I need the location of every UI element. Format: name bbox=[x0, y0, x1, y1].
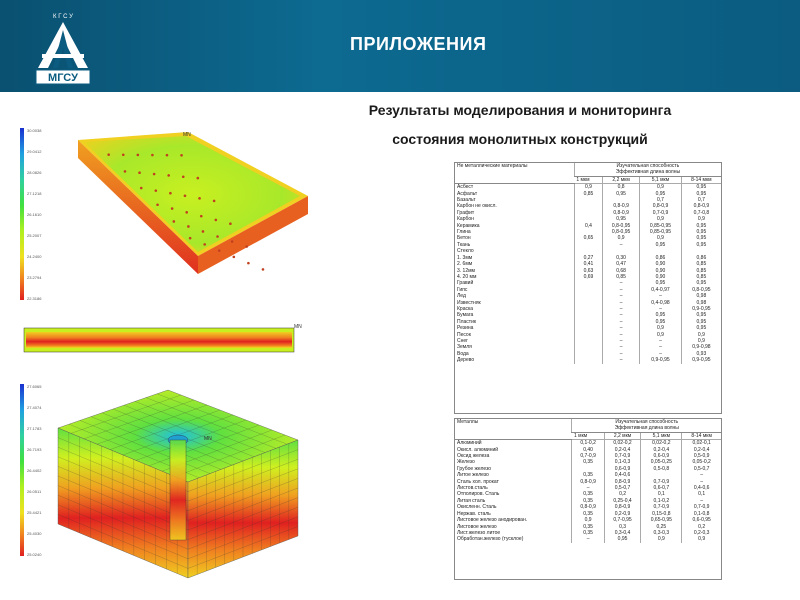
emissivity-cell: – bbox=[603, 242, 640, 248]
emissivity-cell: 0,7-0,8 bbox=[681, 210, 721, 216]
sensor-point bbox=[180, 154, 183, 157]
sensor-point bbox=[124, 170, 127, 173]
emissivity-cell: 0,8-0,9 bbox=[572, 504, 604, 510]
material-name-cell: Обработан.железо (тусклое) bbox=[457, 536, 524, 543]
emissivity-cell: 0,86 bbox=[640, 255, 682, 261]
material-name-cell: Ткань bbox=[457, 241, 471, 248]
scale-tick-label: 26.1610 bbox=[27, 212, 42, 217]
emissivity-cell: 0,95 bbox=[681, 229, 721, 235]
emissivity-cell: – bbox=[603, 287, 640, 293]
emissivity-cell: 0,02-0,2 bbox=[604, 440, 641, 447]
material-name-cell: Карбон bbox=[457, 216, 474, 223]
material-name-cell: Краска bbox=[457, 305, 474, 312]
emissivity-cell: 0,4 bbox=[574, 223, 602, 229]
emissivity-cell: 0,95 bbox=[681, 312, 721, 318]
emissivity-cell: – bbox=[603, 319, 640, 325]
material-name-cell: Оксид железа bbox=[457, 453, 490, 460]
emissivity-cell: 0,90 bbox=[640, 261, 682, 267]
emissivity-cell: 0,2-0,3 bbox=[682, 530, 721, 536]
emissivity-cell: 0,2 bbox=[604, 491, 641, 497]
emissivity-cell: 0,9 bbox=[681, 216, 721, 222]
sensor-point bbox=[216, 235, 219, 238]
emissivity-cell: 0,9 bbox=[640, 235, 682, 241]
emissivity-cell: 0,68 bbox=[603, 268, 640, 274]
emissivity-cell: – bbox=[640, 344, 682, 350]
emissivity-cell: 0,6-0,7 bbox=[641, 485, 682, 491]
table2-col-header: 5,1 мкм bbox=[641, 432, 682, 439]
emissivity-cell: 0,9 bbox=[641, 536, 682, 542]
material-name-cell: Резина bbox=[457, 325, 474, 332]
scale-tick-label: 26.0511 bbox=[27, 489, 42, 494]
material-name-cell: Известняк bbox=[457, 299, 481, 306]
material-name-cell: 2. 6мм bbox=[457, 261, 473, 268]
block-thermal-figure bbox=[18, 382, 318, 588]
material-name-cell: Песок bbox=[457, 331, 471, 338]
emissivity-cell: – bbox=[603, 351, 640, 357]
sensor-point bbox=[173, 220, 176, 223]
emissivity-cell: 0,8-0,9 bbox=[603, 210, 640, 216]
emissivity-cell: 0,1 bbox=[682, 491, 721, 497]
sensor-point bbox=[138, 171, 141, 174]
emissivity-cell: 0,41 bbox=[574, 261, 602, 267]
subtitle-line-1: Результаты моделирования и мониторинга bbox=[368, 102, 672, 118]
emissivity-cell: – bbox=[640, 338, 682, 344]
material-name-cell: Дерево bbox=[457, 357, 475, 364]
sensor-point bbox=[167, 174, 170, 177]
emissivity-cell: 0,95 bbox=[681, 191, 721, 197]
scale-tick-label: 30.0038 bbox=[27, 128, 42, 133]
slide-subtitle bbox=[320, 96, 720, 154]
sensor-point bbox=[107, 153, 110, 156]
block-tag: MN bbox=[204, 436, 212, 442]
sensor-point bbox=[153, 173, 156, 176]
emissivity-cell: 0,5-0,8 bbox=[641, 466, 682, 472]
emissivity-cell: 0,65 bbox=[574, 235, 602, 241]
emissivity-cell: 0,9-0,95 bbox=[640, 357, 682, 363]
sensor-point bbox=[137, 154, 140, 157]
emissivity-cell: 0,05-0,2 bbox=[682, 459, 721, 465]
sensor-point bbox=[169, 192, 172, 195]
emissivity-cell: 0,2 bbox=[682, 524, 721, 530]
scale-tick-label: 26.4402 bbox=[27, 468, 42, 473]
emissivity-cell: 0,8-0,9 bbox=[572, 479, 604, 485]
emissivity-cell: 0,95 bbox=[681, 242, 721, 248]
emissivity-cell: 0,35 bbox=[572, 472, 604, 478]
emissivity-cell: 0,95 bbox=[604, 536, 641, 542]
emissivity-cell: – bbox=[603, 312, 640, 318]
emissivity-cell: 0,98 bbox=[681, 300, 721, 306]
material-name-cell: Асфальт bbox=[457, 190, 478, 197]
material-name-cell: Лист.железо литое bbox=[457, 529, 501, 536]
metals-table bbox=[455, 419, 721, 543]
material-name-cell: Гравий bbox=[457, 280, 474, 287]
emissivity-cell: 0,85-0,95 bbox=[640, 223, 682, 229]
emissivity-cell: – bbox=[603, 300, 640, 306]
emissivity-cell: 0,40 bbox=[572, 447, 604, 453]
emissivity-cell: 0,9 bbox=[572, 517, 604, 523]
emissivity-cell: 0,7 bbox=[681, 197, 721, 203]
material-name-cell: Керамика bbox=[457, 222, 480, 229]
emissivity-cell: 0,85 bbox=[681, 261, 721, 267]
emissivity-cell: 0,5-0,7 bbox=[682, 466, 721, 472]
material-name-cell: Земля bbox=[457, 344, 472, 351]
t1-head-sub: Эффективная длина волны bbox=[615, 169, 681, 176]
sensor-point bbox=[218, 249, 221, 252]
emissivity-cell: 0,95 bbox=[681, 325, 721, 331]
material-name-cell: 3. 12мм bbox=[457, 267, 475, 274]
emissivity-cell: 0,95 bbox=[640, 319, 682, 325]
material-name-cell: Отполиров. Сталь bbox=[457, 491, 500, 498]
emissivity-cell: 0,9-0,98 bbox=[681, 344, 721, 350]
emissivity-cell: – bbox=[572, 485, 604, 491]
material-name-cell: Листовое железо bbox=[457, 523, 497, 530]
material-name-cell: Сталь хол. прокат bbox=[457, 478, 499, 485]
emissivity-cell: 0,95 bbox=[640, 312, 682, 318]
t2-head-group: Изучательная способность bbox=[615, 419, 679, 425]
sensor-point bbox=[189, 237, 192, 240]
emissivity-cell: 0,86 bbox=[681, 255, 721, 261]
scale-tick-label: 27.1783 bbox=[27, 426, 42, 431]
slab-thermal-svg bbox=[18, 126, 318, 306]
scale-tick-label: 27.6065 bbox=[27, 384, 42, 389]
emissivity-cell: – bbox=[572, 536, 604, 542]
material-name-cell: Асбест bbox=[457, 184, 474, 191]
emissivity-cell: 0,8-0,95 bbox=[681, 287, 721, 293]
emissivity-cell bbox=[574, 357, 602, 363]
material-name-cell: Нержав. сталь bbox=[457, 510, 491, 517]
sensor-point bbox=[171, 207, 174, 210]
scale-tick-label: 25.2007 bbox=[27, 233, 42, 238]
emissivity-cell: 0,85 bbox=[681, 274, 721, 280]
emissivity-cell: – bbox=[603, 325, 640, 331]
sensor-point bbox=[197, 177, 200, 180]
emissivity-cell: 0,9 bbox=[640, 325, 682, 331]
emissivity-cell: 0,90 bbox=[640, 274, 682, 280]
emissivity-cell: 0,3-0,3 bbox=[641, 530, 682, 536]
scale-tick-label: 25.4030 bbox=[27, 531, 42, 536]
t2-head-col1: Металлы bbox=[455, 419, 572, 440]
emissivity-cell: 0,95 bbox=[681, 223, 721, 229]
emissivity-cell: 0,95 bbox=[681, 280, 721, 286]
emissivity-cell: 0,25-0,4 bbox=[604, 498, 641, 504]
sensor-point bbox=[155, 189, 158, 192]
emissivity-cell: 0,5-0,7 bbox=[604, 485, 641, 491]
emissivity-cell: 0,8-0,9 bbox=[604, 479, 641, 485]
emissivity-cell: – bbox=[603, 306, 640, 312]
emissivity-cell: 0,85 bbox=[603, 274, 640, 280]
sensor-point bbox=[200, 215, 203, 218]
sensor-point bbox=[151, 154, 154, 157]
material-name-cell: Листовое железо анодирован. bbox=[457, 517, 528, 524]
emissivity-cell: 0,2-0,4 bbox=[641, 447, 682, 453]
emissivity-cell: 0,98 bbox=[681, 293, 721, 299]
sensor-point bbox=[215, 219, 218, 222]
emissivity-cell: 0,95 bbox=[640, 242, 682, 248]
emissivity-cell: 0,85 bbox=[681, 268, 721, 274]
emissivity-cell: 0,35 bbox=[572, 524, 604, 530]
emissivity-cell: 0,7-0,9 bbox=[641, 504, 682, 510]
scale-tick-label: 25.0240 bbox=[27, 552, 42, 557]
emissivity-cell: 0,1-0,3 bbox=[604, 459, 641, 465]
sensor-point bbox=[122, 153, 125, 156]
slab-thermal-figure bbox=[18, 126, 318, 306]
emissivity-cell: 0,7-0,9 bbox=[572, 453, 604, 459]
material-name-cell: Базальт bbox=[457, 197, 476, 204]
sensor-point bbox=[247, 262, 250, 265]
t2-head-sub: Эффективная длина волны bbox=[614, 425, 679, 432]
emissivity-cell: – bbox=[682, 498, 721, 504]
material-name-cell: Бетон bbox=[457, 235, 471, 242]
emissivity-cell: 0,85 bbox=[574, 191, 602, 197]
emissivity-cell: 0,30 bbox=[603, 255, 640, 261]
block-color-scale-bar bbox=[20, 384, 24, 556]
color-scale-bar bbox=[20, 128, 24, 300]
emissivity-cell: 0,02-0,1 bbox=[682, 440, 721, 447]
nonmetals-table bbox=[455, 163, 721, 364]
emissivity-cell: 0,95 bbox=[640, 280, 682, 286]
page-title: ПРИЛОЖЕНИЯ bbox=[350, 34, 487, 54]
emissivity-cell: 0,95 bbox=[640, 191, 682, 197]
emissivity-cell: 0,35 bbox=[572, 491, 604, 497]
t1-head-group: Изучательная способность bbox=[616, 163, 680, 169]
sensor-point bbox=[140, 187, 143, 190]
emissivity-cell: 0,9 bbox=[603, 235, 640, 241]
sensor-point bbox=[184, 194, 187, 197]
emissivity-cell: – bbox=[640, 351, 682, 357]
nonmetals-emissivity-table bbox=[454, 162, 722, 414]
emissivity-cell: 0,02-0,2 bbox=[641, 440, 682, 447]
sensor-point bbox=[213, 200, 216, 203]
material-name-cell: Грубое железо bbox=[457, 465, 492, 472]
emissivity-cell: 0,8-0,9 bbox=[640, 203, 682, 209]
emissivity-cell: 0,4-0,6 bbox=[604, 472, 641, 478]
emissivity-cell: 0,8-0,9 bbox=[604, 504, 641, 510]
material-name-cell: Алюминий bbox=[457, 440, 482, 447]
emissivity-cell: – bbox=[640, 293, 682, 299]
emissivity-cell: 0,4-0,98 bbox=[640, 300, 682, 306]
emissivity-cell: 0,2-0,4 bbox=[682, 447, 721, 453]
emissivity-cell: 0,1-0,8 bbox=[682, 511, 721, 517]
scale-tick-label: 23.2794 bbox=[27, 275, 42, 280]
emissivity-cell: – bbox=[682, 472, 721, 478]
sensor-point bbox=[262, 268, 265, 271]
emissivity-cell: 0,9-0,95 bbox=[681, 357, 721, 363]
emissivity-cell: 0,15-0,8 bbox=[641, 511, 682, 517]
slab-tag: MN bbox=[183, 132, 191, 138]
emissivity-cell: – bbox=[603, 293, 640, 299]
emissivity-cell: 0,5-0,9 bbox=[682, 453, 721, 459]
emissivity-cell: 0,3 bbox=[604, 524, 641, 530]
emissivity-cell: 0,6-0,9 bbox=[604, 466, 641, 472]
logo-small-text: К Г С У bbox=[53, 14, 73, 20]
emissivity-cell: 0,9 bbox=[640, 332, 682, 338]
emissivity-cell: 0,47 bbox=[603, 261, 640, 267]
material-name-cell: Карбон не окисл. bbox=[457, 203, 497, 210]
sensor-point bbox=[245, 245, 248, 248]
material-name-cell: Снег bbox=[457, 337, 468, 344]
emissivity-cell: – bbox=[603, 332, 640, 338]
emissivity-cell: 0,9 bbox=[640, 216, 682, 222]
emissivity-cell: 0,2-0,4 bbox=[604, 447, 641, 453]
emissivity-cell: 0,9-0,95 bbox=[681, 306, 721, 312]
emissivity-cell: 0,2-0,9 bbox=[604, 511, 641, 517]
emissivity-cell: 0,05-0,25 bbox=[641, 459, 682, 465]
table2-col-header: 8-14 мкм bbox=[682, 432, 721, 439]
emissivity-cell: 0,95 bbox=[603, 216, 640, 222]
emissivity-cell: 0,8-0,95 bbox=[603, 223, 640, 229]
material-name-cell: Стекло bbox=[457, 248, 474, 255]
emissivity-cell: 0,9 bbox=[682, 536, 721, 542]
table1-col-header: 2,2 мкм bbox=[603, 176, 640, 183]
sensor-point bbox=[229, 222, 232, 225]
header-bar bbox=[0, 0, 800, 92]
emissivity-cell: – bbox=[640, 306, 682, 312]
emissivity-cell: 0,35 bbox=[572, 498, 604, 504]
emissivity-cell: 0,7 bbox=[640, 197, 682, 203]
emissivity-cell: 0,95 bbox=[603, 191, 640, 197]
table2-col-header: 2,2 мкм bbox=[604, 432, 641, 439]
emissivity-cell: 0,95 bbox=[681, 319, 721, 325]
material-name-cell: Окисленн. Сталь bbox=[457, 504, 497, 511]
sensor-point bbox=[185, 211, 188, 214]
sensor-point bbox=[156, 203, 159, 206]
material-name-cell: Листов.сталь bbox=[457, 485, 488, 492]
material-name-cell: Глина bbox=[457, 229, 471, 236]
emissivity-cell: 0,9 bbox=[640, 184, 682, 191]
emissivity-cell: 0,7-0,95 bbox=[604, 517, 641, 523]
emissivity-cell: 0,8-0,95 bbox=[603, 229, 640, 235]
emissivity-cell: 0,8 bbox=[603, 184, 640, 191]
table1-col-header: 8-14 мкм bbox=[681, 176, 721, 183]
scale-tick-label: 27.4074 bbox=[27, 405, 42, 410]
material-name-cell: Лед bbox=[457, 293, 466, 300]
emissivity-cell: 0,63 bbox=[574, 268, 602, 274]
emissivity-cell: 0,7-0,9 bbox=[641, 479, 682, 485]
section-tag: MN bbox=[294, 324, 302, 330]
scale-tick-label: 26.7193 bbox=[27, 447, 42, 452]
sensor-point bbox=[231, 240, 234, 243]
scale-tick-label: 28.0826 bbox=[27, 170, 42, 175]
emissivity-cell: – bbox=[603, 357, 640, 363]
emissivity-cell: 0,95 bbox=[681, 235, 721, 241]
emissivity-cell: – bbox=[603, 280, 640, 286]
sensor-point bbox=[202, 230, 205, 233]
emissivity-cell: 0,4-0,97 bbox=[640, 287, 682, 293]
emissivity-cell: 0,8-0,9 bbox=[603, 203, 640, 209]
table-row bbox=[455, 440, 721, 447]
emissivity-cell: 0,3-0,4 bbox=[604, 530, 641, 536]
scale-tick-label: 24.2400 bbox=[27, 254, 42, 259]
emissivity-cell: 0,35 bbox=[572, 459, 604, 465]
emissivity-cell: 0,6-0,95 bbox=[682, 517, 721, 523]
t1-head-col1: Не металлические материалы bbox=[455, 163, 574, 184]
emissivity-cell: 0,7-0,9 bbox=[640, 210, 682, 216]
section-thermal-figure bbox=[22, 322, 322, 356]
emissivity-cell: 0,7-0,9 bbox=[682, 504, 721, 510]
sensor-point bbox=[182, 175, 185, 178]
emissivity-cell: 0,4-0,6 bbox=[682, 485, 721, 491]
emissivity-cell: 0,35 bbox=[572, 511, 604, 517]
emissivity-cell: 0,90 bbox=[640, 268, 682, 274]
material-name-cell: Литая сталь bbox=[457, 497, 486, 504]
emissivity-cell: 0,93 bbox=[681, 351, 721, 357]
emissivity-cell: 0,35 bbox=[572, 530, 604, 536]
sensor-point bbox=[233, 256, 236, 259]
emissivity-cell: 0,9 bbox=[681, 332, 721, 338]
material-name-cell: Пластик bbox=[457, 318, 477, 325]
mgsu-logo bbox=[26, 6, 100, 86]
emissivity-cell: 0,1-0,2 bbox=[572, 440, 604, 447]
material-name-cell: 4. 20 мм bbox=[457, 273, 477, 280]
sensor-point bbox=[166, 154, 169, 157]
emissivity-cell: 0,8-0,9 bbox=[681, 203, 721, 209]
sensor-point bbox=[198, 197, 201, 200]
table-row bbox=[455, 184, 721, 191]
emissivity-cell: – bbox=[603, 344, 640, 350]
emissivity-cell: – bbox=[682, 479, 721, 485]
block-thermal-svg bbox=[18, 382, 318, 588]
emissivity-cell: 0,27 bbox=[574, 255, 602, 261]
sensor-point bbox=[187, 225, 190, 228]
material-name-cell: Гипс bbox=[457, 286, 468, 293]
scale-tick-label: 25.4421 bbox=[27, 510, 42, 515]
sensor-point bbox=[203, 243, 206, 246]
material-name-cell: Бумага bbox=[457, 312, 474, 319]
emissivity-cell: 0,1-0,2 bbox=[641, 498, 682, 504]
emissivity-cell: 0,25 bbox=[641, 524, 682, 530]
section-thermal-svg bbox=[22, 322, 322, 356]
subtitle-line-2: состояния монолитных конструкций bbox=[392, 131, 648, 147]
logo-text: МГСУ bbox=[48, 72, 78, 84]
table-row bbox=[455, 357, 721, 363]
metals-emissivity-table bbox=[454, 418, 722, 580]
material-name-cell: Графит bbox=[457, 209, 475, 216]
scale-tick-label: 29.0412 bbox=[27, 149, 42, 154]
emissivity-cell: 0,9 bbox=[574, 184, 602, 191]
material-name-cell: 1. 3мм bbox=[457, 254, 473, 261]
emissivity-cell: 0,65-0,95 bbox=[641, 517, 682, 523]
emissivity-cell: 0,69 bbox=[574, 274, 602, 280]
material-name-cell: Вода bbox=[457, 350, 469, 357]
emissivity-cell: 0,1 bbox=[641, 491, 682, 497]
emissivity-cell: 0,6-0,9 bbox=[641, 453, 682, 459]
emissivity-cell: 0,7-0,9 bbox=[604, 453, 641, 459]
material-name-cell: Железо bbox=[457, 459, 475, 466]
table1-col-header: 1 мкм bbox=[574, 176, 602, 183]
emissivity-cell: 0,95 bbox=[681, 184, 721, 191]
table1-col-header: 5,1 мкм bbox=[640, 176, 682, 183]
material-name-cell: Окисл. алюминий bbox=[457, 446, 499, 453]
emissivity-cell: 0,9 bbox=[681, 338, 721, 344]
emissivity-cell: 0,85-0,95 bbox=[640, 229, 682, 235]
scale-tick-label: 22.3186 bbox=[27, 296, 42, 301]
table-row bbox=[455, 536, 721, 542]
scale-tick-label: 27.1218 bbox=[27, 191, 42, 196]
emissivity-cell: – bbox=[603, 338, 640, 344]
table2-col-header: 1 мкм bbox=[572, 432, 604, 439]
material-name-cell: Литое железо bbox=[457, 472, 489, 479]
